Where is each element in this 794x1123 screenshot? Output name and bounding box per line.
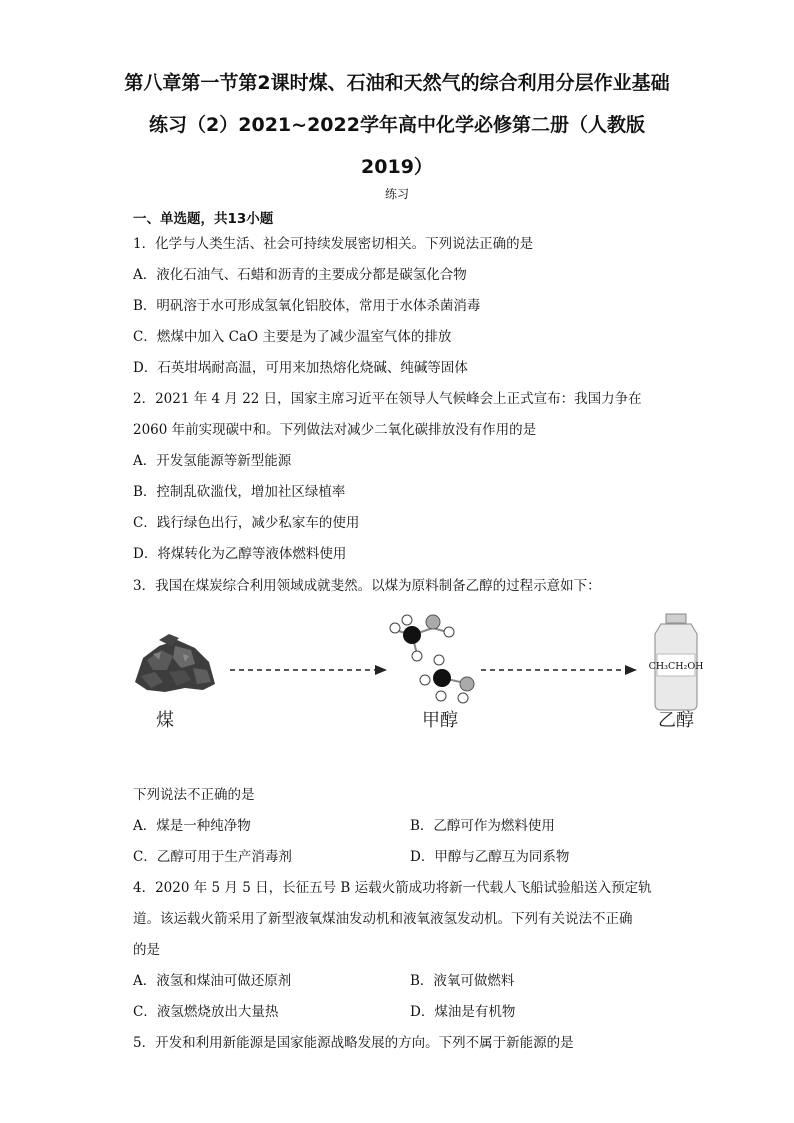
question-3-option-c: C．乙醇可用于生产消毒剂	[133, 849, 292, 865]
label-coal: 煤	[156, 710, 174, 731]
question-3-option-a: A．煤是一种纯净物	[133, 818, 251, 834]
question-4-stem-line-2: 道。该运载火箭采用了新型液氧煤油发动机和液氧液氢发动机。下列有关说法不正确	[133, 911, 633, 927]
arrow-coal-to-methanol	[230, 665, 387, 675]
question-4-option-a: A．液氢和煤油可做还原剂	[133, 973, 292, 989]
question-3-stem: 3．我国在煤炭综合利用领域成就斐然。以煤为原料制备乙醇的过程示意如下：	[133, 578, 601, 594]
label-ethanol: 乙醇	[658, 710, 694, 731]
question-5-stem: 5．开发和利用新能源是国家能源战略发展的方向。下列不属于新能源的是	[133, 1035, 574, 1051]
question-3-option-b: B．乙醇可作为燃料使用	[410, 818, 555, 834]
question-4-stem-line-1: 4．2020 年 5 月 5 日，长征五号 B 运载火箭成功将新一代载人飞船试验船送入预定轨	[133, 880, 652, 896]
question-1-option-c: C．燃煤中加入 CaO 主要是为了减少温室气体的排放	[133, 329, 452, 345]
question-1-stem: 1．化学与人类生活、社会可持续发展密切相关。下列说法正确的是	[133, 236, 534, 252]
methanol-molecule-model	[390, 615, 474, 703]
question-2-stem-line-2: 2060 年前实现碳中和。下列做法对减少二氧化碳排放没有作用的是	[133, 422, 537, 438]
section-heading: 一、单选题，共13小题	[133, 211, 274, 227]
ethanol-bottle-image	[649, 614, 704, 710]
question-2-option-c: C．践行绿色出行，减少私家车的使用	[133, 515, 360, 531]
question-4-option-b: B．液氧可做燃料	[410, 973, 515, 989]
question-4-option-c: C．液氢燃烧放出大量热	[133, 1004, 279, 1020]
page-subtitle: 练习	[384, 187, 409, 201]
question-2-option-d: D．将煤转化为乙醇等液体燃料使用	[133, 546, 347, 562]
question-2-option-b: B．控制乱砍滥伐，增加社区绿植率	[133, 484, 346, 500]
label-methanol: 甲醇	[422, 710, 458, 731]
question-3-option-d: D．甲醇与乙醇互为同系物	[410, 849, 570, 865]
question-4-stem-line-3: 的是	[133, 942, 160, 958]
question-1-option-a: A．液化石油气、石蜡和沥青的主要成分都是碳氢化合物	[133, 267, 467, 283]
coal-image	[135, 634, 215, 692]
arrow-methanol-to-ethanol	[481, 665, 637, 675]
question-1-option-b: B．明矾溶于水可形成氢氧化铝胶体，常用于水体杀菌消毒	[133, 298, 481, 314]
question-4-option-d: D．煤油是有机物	[410, 1004, 516, 1020]
question-1-option-d: D．石英坩埚耐高温，可用来加热熔化烧碱、纯碱等固体	[133, 360, 468, 376]
question-2-option-a: A．开发氢能源等新型能源	[133, 453, 292, 469]
page-title: 第八章第一节第2课时煤、石油和天然气的综合利用分层作业基础练习（2）2021~2022学年高中化学必修第二册（人教版2019）	[124, 72, 670, 178]
coal-to-ethanol-diagram	[125, 610, 705, 740]
question-2-stem-line-1: 2．2021 年 4 月 22 日，国家主席习近平在领导人气候峰会上正式宣布：我国力争在	[133, 391, 642, 407]
bottle-formula-label: CH₃CH₂OH	[648, 661, 704, 672]
question-3-prompt: 下列说法不正确的是	[133, 787, 255, 803]
